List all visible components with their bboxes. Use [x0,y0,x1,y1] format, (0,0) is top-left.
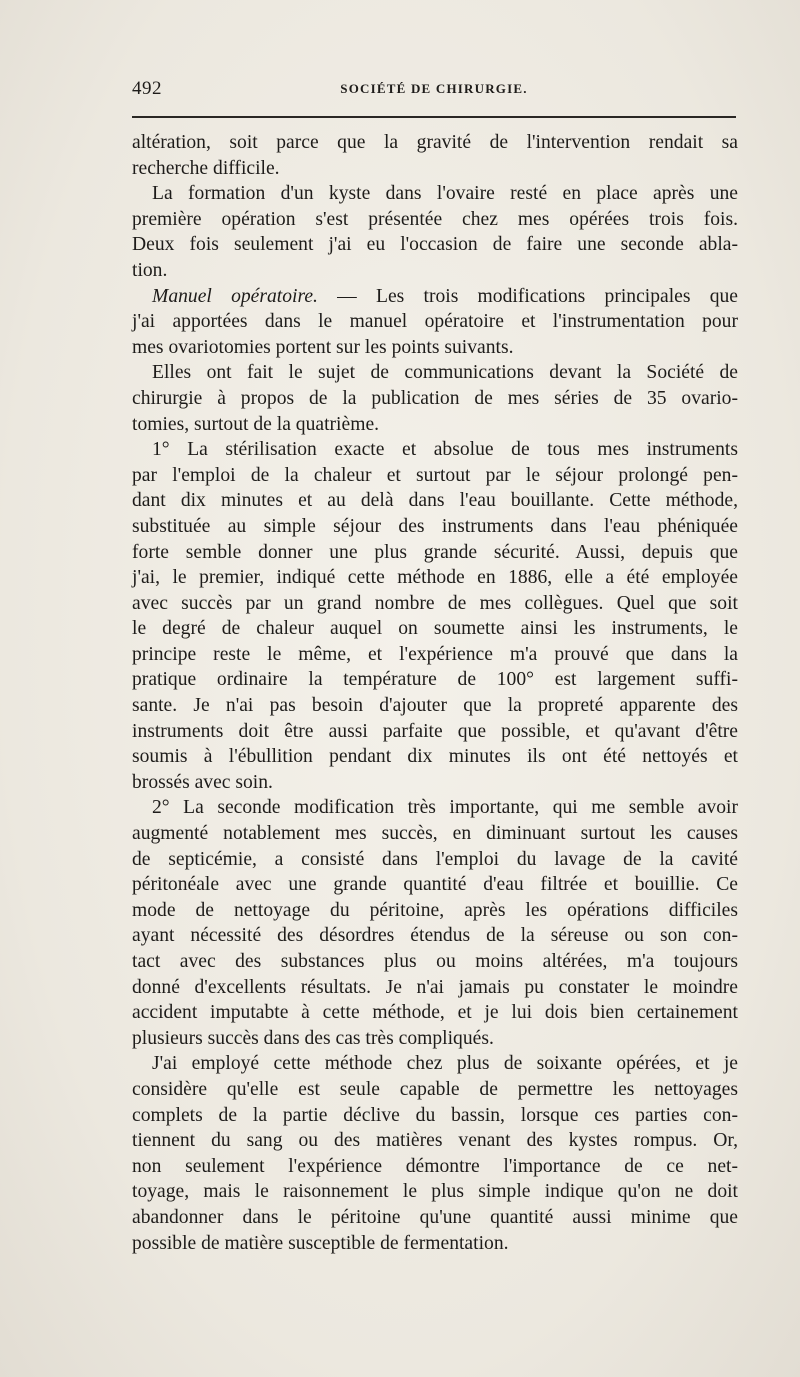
text-line: ayant nécessité des désordres étendus de la séreuse ou son con- [132,925,738,947]
text-line: tion. [132,259,168,281]
text-line: possible de matière susceptible de fermentation. [132,1232,509,1254]
text-line: Deux fois seulement j'ai eu l'occasion de faire une seconde abla- [132,234,738,256]
text-line: dant dix minutes et au delà dans l'eau bouillante. Cette méthode, [132,490,738,512]
text-line: 1° La stérilisation exacte et absolue de tous mes instruments [152,439,738,461]
text-line: considère qu'elle est seule capable de permettre les nettoyages [132,1078,738,1100]
text-line: sante. Je n'ai pas besoin d'ajouter que la propreté apparente des [132,695,738,717]
text-line: toyage, mais le raisonnement le plus simple indique qu'on ne doit [132,1181,738,1203]
text-line: brossés avec soin. [132,771,273,793]
text-line: instruments doit être aussi parfaite que possible, et qu'avant d'être [132,720,738,742]
text-line: donné d'excellents résultats. Je n'ai jamais pu constater le moindre [132,976,738,998]
text-line: tiennent du sang ou des matières venant des kystes rompus. Or, [132,1130,738,1152]
text-line: mode de nettoyage du péritoine, après les opérations difficiles [132,899,738,921]
text-line: principe reste le même, et l'expérience m'a prouvé que dans la [132,643,738,665]
page-header [132,78,736,102]
text-line: altération, soit parce que la gravité de l'intervention rendait sa [132,132,738,153]
text-line: plusieurs succès dans des cas très compliqués. [132,1027,494,1049]
text-line: j'ai apportées dans le manuel opératoire et l'instrumentation pour [132,311,738,333]
text-line: substituée au simple séjour des instruments dans l'eau phéniquée [132,515,738,537]
text-line: tomies, surtout de la quatrième. [132,413,380,435]
text-run: — Les trois modifications principales que [317,285,738,307]
text-line: péritonéale avec une grande quantité d'eau filtrée et bouillie. Ce [132,874,738,896]
text-line: avec succès par un grand nombre de mes collègues. Quel que soit [132,592,738,614]
section-heading: Manuel opératoire. [152,285,318,307]
text-line: de septicémie, a consisté dans l'emploi du lavage de la cavité [132,848,738,870]
text-line: le degré de chaleur auquel on soumette ainsi les instruments, le [132,618,738,640]
text-line: augmenté notablement mes succès, en diminuant surtout les causes [132,823,738,845]
text-line: J'ai employé cette méthode chez plus de soixante opérées, et je [152,1053,738,1075]
text-line: mes ovariotomies portent sur les points suivants. [132,336,514,358]
text-line: 2° La seconde modification très importante, qui me semble avoir [152,797,738,819]
text-line: j'ai, le premier, indiqué cette méthode en 1886, elle a été employée [132,567,738,589]
header-rule [132,116,736,118]
text-line: tact avec des substances plus ou moins altérées, m'a toujours [132,951,738,972]
text-line: La formation d'un kyste dans l'ovaire resté en place après une [152,183,738,205]
text-line: accident imputabte à cette méthode, et je lui dois bien certainement [132,1002,738,1024]
text-line: non seulement l'expérience démontre l'importance de ce net- [132,1155,738,1177]
running-head: SOCIÉTÉ DE CHIRURGIE. [340,81,528,96]
text-line: forte semble donner une plus grande sécurité. Aussi, depuis que [132,541,738,563]
text-line: soumis à l'ébullition pendant dix minutes ils ont été nettoyés et [132,746,738,768]
body-text [132,130,738,1256]
text-line: première opération s'est présentée chez mes opérées trois fois. [132,208,738,230]
text-line: abandonner dans le péritoine qu'une quantité aussi minime que [132,1206,738,1228]
text-line: Elles ont fait le sujet de communications devant la Société de [152,362,738,384]
text-line: complets de la partie déclive du bassin, lorsque ces parties con- [132,1104,738,1126]
text-line: recherche difficile. [132,157,280,179]
text-line: pratique ordinaire la température de 100° est largement suffi- [132,669,738,691]
page-number: 492 [132,78,162,99]
text-line: par l'emploi de la chaleur et surtout par le séjour prolongé pen- [132,464,738,486]
text-line [132,284,738,310]
text-line: chirurgie à propos de la publication de mes séries de 35 ovario- [132,387,738,409]
